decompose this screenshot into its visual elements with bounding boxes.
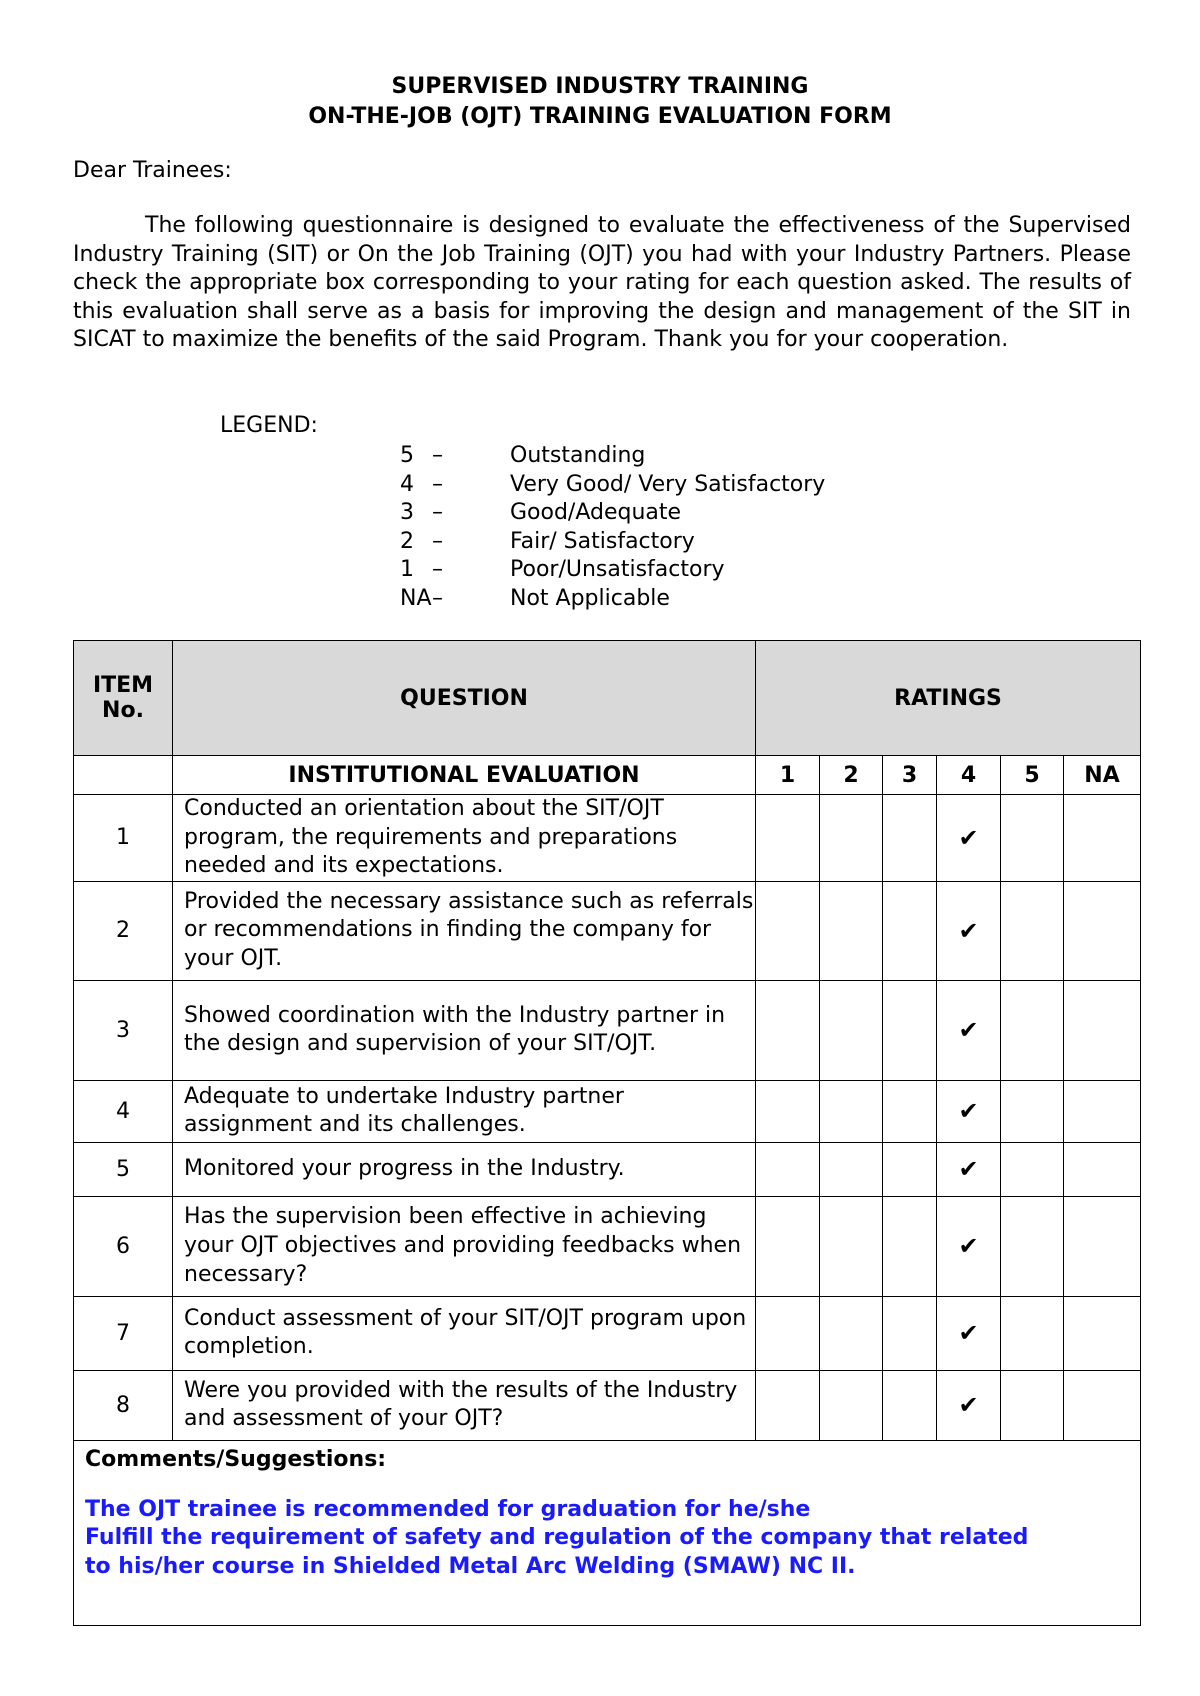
rating-cell-4[interactable] <box>937 1080 1001 1142</box>
legend-code: 1 <box>400 557 414 583</box>
question-text: Were you provided with the results of the Industry and assessment of your OJT? <box>173 1370 756 1440</box>
rating-cell-na[interactable] <box>1064 1370 1141 1440</box>
rating-header-5: 5 <box>1001 756 1064 795</box>
question-text: Showed coordination with the Industry partner in the design and supervision of your SIT/OJT. <box>173 980 756 1080</box>
rating-cell-5[interactable] <box>1001 795 1064 882</box>
rating-cell-5[interactable] <box>1001 881 1064 980</box>
comment-line: The OJT trainee is recommended for graduation for he/she <box>85 1496 811 1522</box>
table-row <box>74 1296 1141 1370</box>
comment-line: Fulfill the requirement of safety and regulation of the company that related <box>85 1525 1029 1551</box>
comments-box <box>74 1440 1141 1625</box>
legend-code: 3 <box>400 500 414 526</box>
check-mark-icon: ✔ <box>958 823 979 852</box>
question-text: Adequate to undertake Industry partner assignment and its challenges. <box>173 1080 756 1142</box>
legend-item <box>400 585 825 614</box>
form-title-line2: ON-THE-JOB (OJT) TRAINING EVALUATION FORM <box>308 104 892 129</box>
rating-cell-4[interactable] <box>937 980 1001 1080</box>
rating-cell-na[interactable] <box>1064 1080 1141 1142</box>
header-ratings: RATINGS <box>756 641 1141 756</box>
legend-dash: – <box>432 500 443 526</box>
legend-code: 2 <box>400 528 414 554</box>
rating-header-1: 1 <box>756 756 820 795</box>
item-number: 1 <box>74 795 173 882</box>
rating-cell-na[interactable] <box>1064 795 1141 882</box>
item-number: 8 <box>74 1370 173 1440</box>
rating-cell-2[interactable] <box>820 1196 883 1296</box>
rating-cell-2[interactable] <box>820 1142 883 1196</box>
rating-cell-1[interactable] <box>756 980 820 1080</box>
rating-cell-3[interactable] <box>883 881 937 980</box>
rating-cell-1[interactable] <box>756 1370 820 1440</box>
legend-dash: – <box>432 557 443 583</box>
rating-header-4: 4 <box>937 756 1001 795</box>
legend-item <box>400 499 825 528</box>
rating-cell-1[interactable] <box>756 1196 820 1296</box>
check-mark-icon: ✔ <box>958 1391 979 1420</box>
table-row <box>74 1196 1141 1296</box>
rating-cell-4[interactable] <box>937 881 1001 980</box>
check-mark-icon: ✔ <box>958 1155 979 1184</box>
question-text: Conduct assessment of your SIT/OJT program upon completion. <box>173 1296 756 1370</box>
rating-cell-5[interactable] <box>1001 1080 1064 1142</box>
header-question: QUESTION <box>173 641 756 756</box>
rating-header-3: 3 <box>883 756 937 795</box>
rating-cell-5[interactable] <box>1001 1196 1064 1296</box>
item-number: 3 <box>74 980 173 1080</box>
section-item-cell <box>74 756 173 795</box>
rating-cell-4[interactable] <box>937 795 1001 882</box>
legend-dash: – <box>432 471 443 497</box>
rating-cell-1[interactable] <box>756 1080 820 1142</box>
legend-code: 5 <box>400 443 414 468</box>
legend-heading: LEGEND: <box>220 413 318 438</box>
rating-cell-2[interactable] <box>820 1296 883 1370</box>
legend-dash: – <box>432 443 443 468</box>
check-mark-icon: ✔ <box>958 1232 979 1261</box>
question-text: Monitored your progress in the Industry. <box>173 1142 756 1196</box>
rating-cell-4[interactable] <box>937 1370 1001 1440</box>
rating-cell-2[interactable] <box>820 1080 883 1142</box>
rating-cell-5[interactable] <box>1001 1296 1064 1370</box>
rating-cell-4[interactable] <box>937 1296 1001 1370</box>
rating-cell-3[interactable] <box>883 1142 937 1196</box>
rating-cell-na[interactable] <box>1064 1142 1141 1196</box>
rating-cell-1[interactable] <box>756 795 820 882</box>
form-title-line1: SUPERVISED INDUSTRY TRAINING <box>391 74 809 99</box>
header-no-label: No. <box>102 698 144 723</box>
rating-cell-1[interactable] <box>756 1142 820 1196</box>
rating-cell-3[interactable] <box>883 1370 937 1440</box>
comments-label: Comments/Suggestions: <box>85 1446 387 1472</box>
rating-cell-5[interactable] <box>1001 1142 1064 1196</box>
rating-cell-3[interactable] <box>883 980 937 1080</box>
rating-cell-na[interactable] <box>1064 881 1141 980</box>
rating-cell-2[interactable] <box>820 1370 883 1440</box>
legend-code: 4 <box>400 471 414 497</box>
legend-item <box>400 556 825 585</box>
header-item-label: ITEM <box>92 673 154 698</box>
table-row <box>74 980 1141 1080</box>
check-mark-icon: ✔ <box>958 1016 979 1045</box>
legend-item <box>400 528 825 557</box>
legend-label: Outstanding <box>510 443 646 468</box>
check-mark-icon: ✔ <box>958 1319 979 1348</box>
question-text: Conducted an orientation about the SIT/OJT program, the requirements and preparations needed and its expectations. <box>173 795 756 882</box>
rating-cell-4[interactable] <box>937 1196 1001 1296</box>
rating-cell-2[interactable] <box>820 795 883 882</box>
legend-label: Fair/ Satisfactory <box>510 528 695 554</box>
table-row <box>74 1080 1141 1142</box>
rating-cell-3[interactable] <box>883 795 937 882</box>
item-number: 6 <box>74 1196 173 1296</box>
rating-cell-2[interactable] <box>820 980 883 1080</box>
item-number: 5 <box>74 1142 173 1196</box>
item-number: 7 <box>74 1296 173 1370</box>
rating-cell-3[interactable] <box>883 1296 937 1370</box>
rating-cell-4[interactable] <box>937 1142 1001 1196</box>
legend-code: NA <box>400 585 432 611</box>
table-row <box>74 1370 1141 1440</box>
legend-list <box>400 442 825 614</box>
legend-label: Very Good/ Very Satisfactory <box>510 471 826 497</box>
item-number: 4 <box>74 1080 173 1142</box>
legend-dash: – <box>432 528 443 554</box>
rating-header-2: 2 <box>820 756 883 795</box>
legend-item <box>400 442 825 471</box>
rating-cell-5[interactable] <box>1001 980 1064 1080</box>
evaluation-table <box>73 640 1141 1626</box>
rating-cell-3[interactable] <box>883 1080 937 1142</box>
salutation: Dear Trainees: <box>73 158 232 183</box>
table-row <box>74 795 1141 882</box>
legend-label: Poor/Unsatisfactory <box>510 557 725 583</box>
item-number: 2 <box>74 881 173 980</box>
rating-cell-1[interactable] <box>756 1296 820 1370</box>
rating-cell-na[interactable] <box>1064 980 1141 1080</box>
rating-header-na: NA <box>1064 756 1141 795</box>
question-text: Has the supervision been effective in achieving your OJT objectives and providing feedbacks when necessary? <box>173 1196 756 1296</box>
intro-paragraph: The following questionnaire is designed to evaluate the effectiveness of the Supervised Industry Training (SIT) or On the Job Training (OJT) you had with your Industry Partners. Please check the appropriate box corresponding to your rating for each question asked. The results of this evaluation shall serve as a basis for improving the design and management of the SIT in SICAT to maximize the benefits of the said Program. Thank you for your cooperation. <box>73 213 1131 353</box>
legend-dash: – <box>432 585 443 611</box>
rating-cell-na[interactable] <box>1064 1296 1141 1370</box>
section-title: INSTITUTIONAL EVALUATION <box>173 756 756 795</box>
comment-line: to his/her course in Shielded Metal Arc Welding (SMAW) NC II. <box>85 1553 856 1579</box>
check-mark-icon: ✔ <box>958 916 979 945</box>
legend-item <box>400 471 825 500</box>
comments-body <box>85 1496 1129 1582</box>
question-text: Provided the necessary assistance such as referrals or recommendations in finding the company for your OJT. <box>173 881 756 980</box>
header-item-no <box>74 641 173 756</box>
table-row <box>74 1142 1141 1196</box>
rating-cell-5[interactable] <box>1001 1370 1064 1440</box>
check-mark-icon: ✔ <box>958 1097 979 1126</box>
rating-cell-2[interactable] <box>820 881 883 980</box>
table-row <box>74 881 1141 980</box>
rating-cell-1[interactable] <box>756 881 820 980</box>
rating-cell-na[interactable] <box>1064 1196 1141 1296</box>
rating-cell-3[interactable] <box>883 1196 937 1296</box>
legend-label: Good/Adequate <box>510 500 682 526</box>
legend-label: Not Applicable <box>510 585 670 611</box>
